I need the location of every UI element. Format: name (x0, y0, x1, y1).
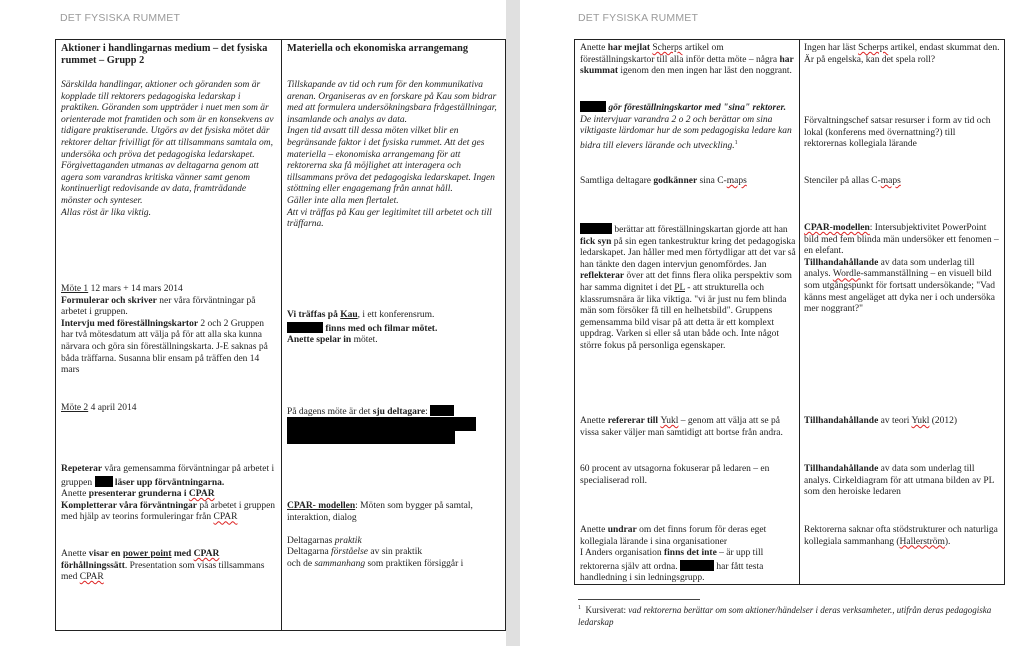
note-yukl: Anette refererar till Yukl – genom att välja att se på vissa saker väljer man samtidigt att bortse från andra. (580, 416, 783, 438)
note-approval: Samtliga deltagare godkänner sina C-maps (580, 176, 747, 186)
redaction-bar (580, 101, 606, 112)
meeting-2-label: Möte 2 4 april 2014 (61, 403, 137, 413)
meeting-1-notes: Vi träffas på Kau, i ett konferensrum. finns med och filmar mötet. Anette spelar in mötet. (287, 310, 438, 346)
comment-support-structures: Rektorerna saknar ofta stödstrukturer och naturliga kollegiala sammanhang (Hallerström). (804, 525, 998, 547)
column-title: Materiella och ekonomiska arrangemang (287, 43, 469, 54)
note-reflection: berättar att föreställningskartan gjorde att han fick syn på sin egen tankestruktur kring det pedagogiska ledarskapet. Jan håller med men förtydligar att det var så han tänkte den dagen intervjun genomfördes. Jan reflekterar över att det finns flera olika perspektiv som har samma dignitet i det PL - att strukturella och klassrumsnära är lika viktiga. "vi är just nu fem blinda män som försöker få till en helhetsbild". Gruppens gemensamma bild visar på att detta är ett komplext uppdrag. Varken si eller så utan både och. Inte något större fokus på personliga egenskaper. (580, 225, 796, 351)
meeting-1-block: Möte 1 12 mars + 14 mars 2014 Formulerar och skriver ner våra förväntningar på arbetet i gruppen. Intervju med föreställningskartor 2 och 2 Gruppen har två mötesdatum att välja på för att alla ska kunna närvara och göra sin föreställningskarta. J-E saknas på båda träffarna. Susanna blir ensam på träffen den 14 mars (61, 284, 268, 376)
repetition-block: Repeterar våra gemensamma förväntningar på arbetet i gruppen läser upp förväntningarna. Anette presenterar grunderna i CPAR Kompletterar våra förväntningar på arbetet i gruppen med hjälp av teorins formuleringar från CPAR (61, 464, 276, 523)
document-page-left (0, 0, 506, 646)
comment-pie-chart: Tillhandahållande av data som underlag till analys. Cirkeldiagram för att utmana bilden av PL som den heroiske ledaren (804, 464, 995, 498)
column-divider (281, 40, 282, 630)
powerpoint-block: Anette visar en power point med CPAR förhållningssätt. Presentation som visas tillsammans med CPAR (61, 549, 265, 583)
comment-yukl-theory: Tillhandahållande av teori Yukl (2012) (804, 416, 958, 426)
notes-table (574, 39, 1005, 585)
column-intro: Särskilda handlingar, aktioner och göranden som är kopplade till rektorers pedagogiska ledarskap i praktiken. Göranden som uppträder i nuet men som är orienterade mot framtiden och som är en konsekvens av tidigare praktiserande. Utgörs av det fysiska mötet där rektorer deltar frivilligt för att tillsammans samtala om, undersöka och pröva det pedagogiska ledarskapet. Förgivettaganden utmanas av deltagarna genom att agera som varandras kritiska vänner samt genom kontinuerligt redovisande av data, framträdande mönster och synteser. Allas röst är lika viktig. (61, 80, 274, 218)
comment-cpar-model: CPAR-modellen: Intersubjektivitet PowerPoint bild med fem blinda män undersöker ett fenomen – en elefant. Tillhandahållande av data som underlag till analys. Wordle-sammanställning – en visuell bild som utgångspunkt för fortsatt undersökande; "Vad känns mest angeläget att dyka ner i och undersöka mer noggrant?" (804, 223, 999, 315)
footnote-separator (578, 599, 700, 600)
redaction-bar (95, 476, 113, 487)
redaction-block (287, 417, 476, 431)
redaction-bar (430, 405, 454, 416)
redaction-bar (287, 322, 323, 333)
redaction-block (287, 431, 455, 444)
footnote: $^1$ Kursiverat: vad rektorerna berättar om som aktioner/händelser i deras verksamheter., utifrån deras pedagogiska ledarskap (578, 605, 992, 627)
column-title: Aktioner i handlingarnas medium – det fysiska rummet – Grupp 2 (61, 43, 268, 67)
note-collegial-forum: Anette undrar om det finns forum för deras eget kollegiala lärande i sina organisationer I Anders organisation finns det inte – är upp till rektorerna själv att ordna. har fått testa handledning i sin ledningsgrupp. (580, 525, 767, 584)
note-mailed-article: Anette har mejlat Scherps artikel om föreställningskartor till alla inför detta möte – några har skummat igenom den men ingen har läst den noggrant. (580, 43, 794, 77)
note-concept-maps: gör föreställningskartor med "sina" rektorer. De intervjuar varandra 2 o 2 och berättar om sina viktigaste lärdomar hur de som pedagogiska ledare kan bidra till elevers lärande och utveckling.$^1$ (580, 103, 792, 151)
cpar-model-notes: CPAR- modellen: Möten som bygger på samtal, interaktion, dialog Deltagarnas praktik Deltagarna förståelse av sin praktik och de sammanhang som praktiken försiggår i (287, 501, 473, 569)
comment-stencils: Stenciler på allas C-maps (804, 176, 901, 186)
redaction-bar (580, 223, 612, 234)
column-intro: Tillskapande av tid och rum för den kommunikativa arenan. Organiseras av en forskare på Kau som bidrar med att formulera undersökningsbara frågeställningar, insamlande och analys av data. Ingen tid avsatt till dessa möten vilket blir en begränsande faktor i det fysiska rummet. Att det ges materiella – ekonomiska arrangemang för att rektorerna ska få möjlighet att interagera och tillsammans pröva det pedagogiska ledarskapet. Ingen stöttning eller engagemang från annat håll. Gäller inte alla men flertalet. Att vi träffas på Kau ger legitimitet till arbetet och till träffarna. (287, 80, 497, 230)
redaction-bar (680, 560, 714, 571)
comment-resources: Förvaltningschef satsar resurser i form av tid och lokal (konferens med övernattning?) till rektorernas kollegiala lärande (804, 116, 991, 150)
comment-mailed-article: Ingen har läst Scherps artikel, endast skummat den. Är på engelska, kan det spela roll? (804, 43, 1000, 65)
note-leader-focus: 60 procent av utsagorna fokuserar på ledaren – en specialiserad roll. (580, 464, 770, 486)
page-header: DET FYSISKA RUMMET (60, 12, 181, 24)
meeting-2-notes: På dagens möte är det sju deltagare: (287, 405, 501, 419)
page-gap (506, 0, 520, 646)
notes-table (55, 39, 506, 631)
page-header: DET FYSISKA RUMMET (578, 12, 699, 24)
document-page-right (520, 0, 1024, 646)
column-divider (799, 40, 800, 584)
